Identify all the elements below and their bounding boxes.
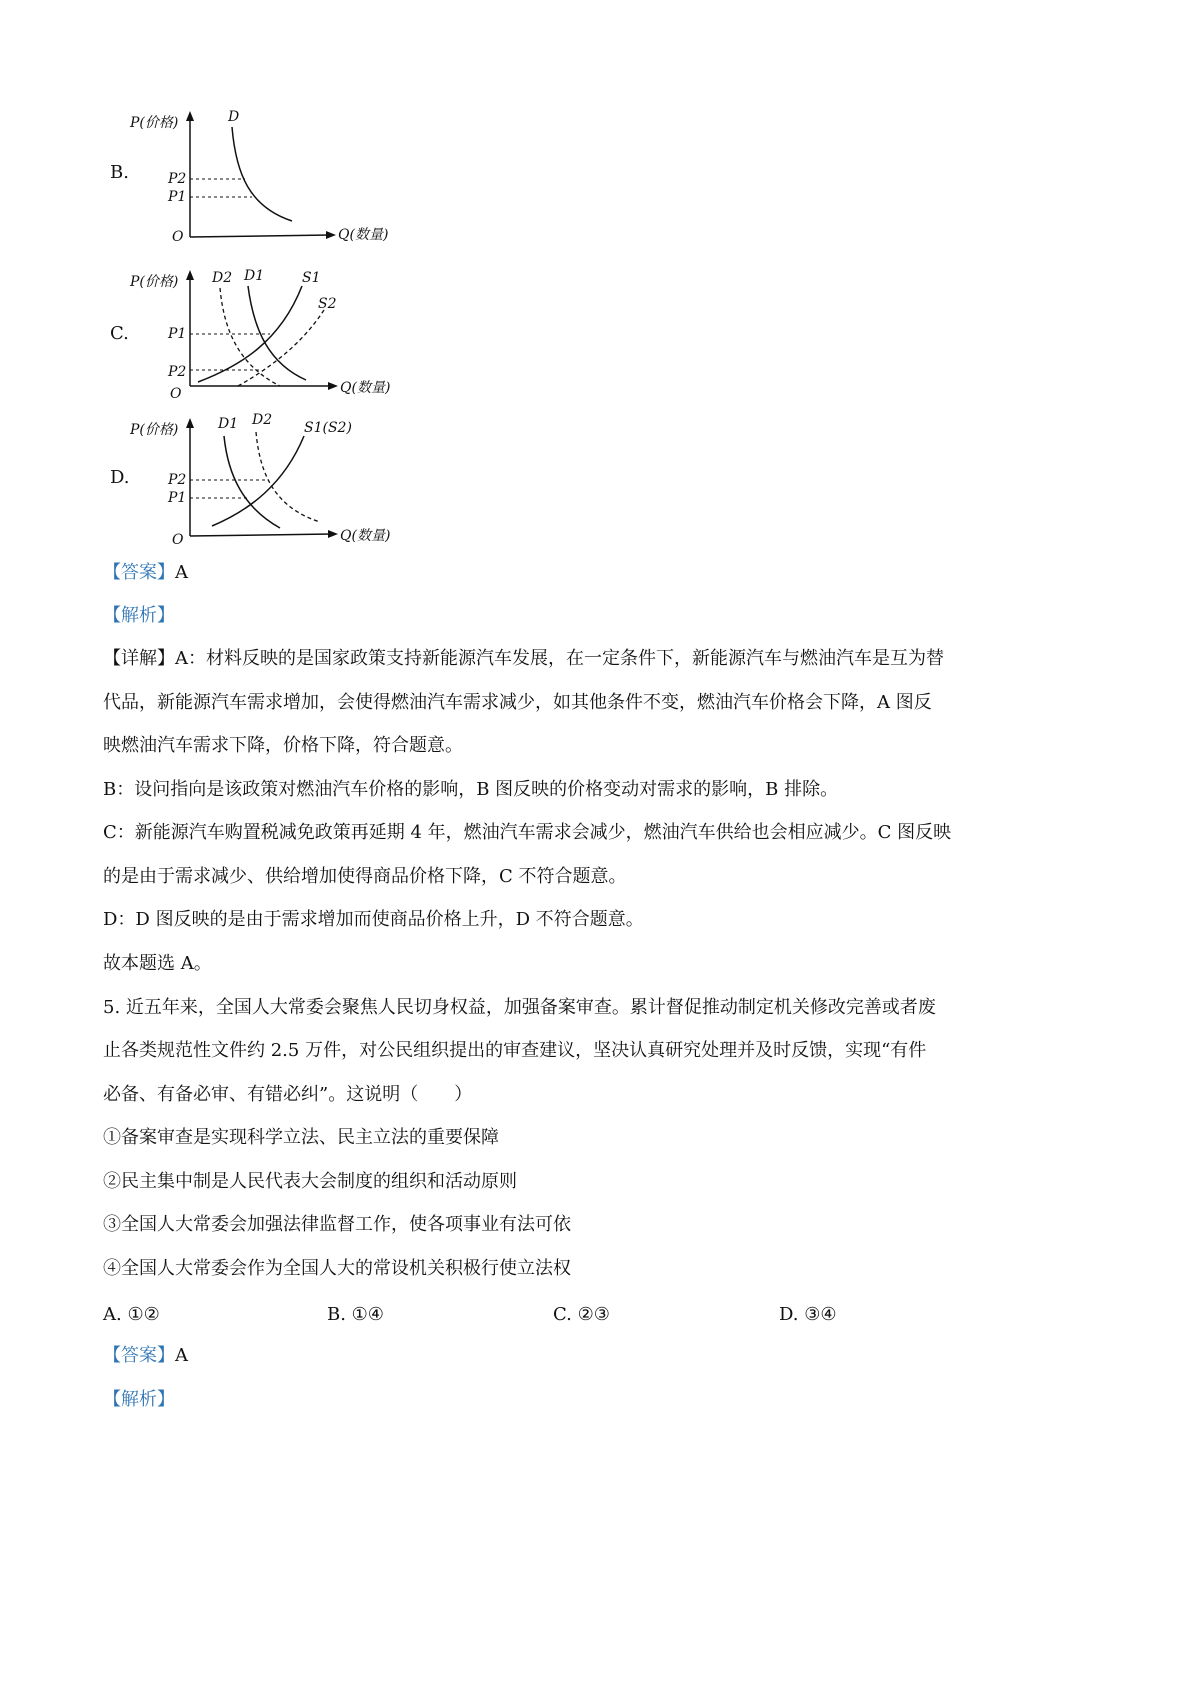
- graph-c-y-label: P(价格): [130, 274, 179, 290]
- question5-line-2: 必备、有备必审、有错必纠”。这说明（ ）: [103, 1084, 473, 1105]
- statement-1: ①备案审查是实现科学立法、民主立法的重要保障: [103, 1127, 499, 1148]
- analysis-line-2: [103, 1387, 175, 1413]
- choice-a: A. ①②: [103, 1304, 160, 1325]
- option-d-letter: D.: [110, 467, 130, 488]
- graph-d-d1-curve: [224, 436, 280, 528]
- graph-c-p2: P2: [168, 364, 187, 380]
- graph-b-demand-curve: [232, 127, 292, 221]
- graph-b-p1: P1: [168, 189, 187, 205]
- statement-2: ②民主集中制是人民代表大会制度的组织和活动原则: [103, 1171, 517, 1192]
- detail-line-5: 的是由于需求减少、供给增加使得商品价格下降，C 不符合题意。: [103, 866, 627, 887]
- graph-b-curve-d: D: [228, 109, 240, 125]
- question5-line-0: 5. 近五年来，全国人大常委会聚焦人民切身权益，加强备案审查。累计督促推动制定机关修改完善或者废: [103, 997, 936, 1018]
- answer-line-2: [103, 1343, 188, 1369]
- answer-label-2: 【答案】: [103, 1345, 175, 1366]
- option-b-letter: B.: [110, 162, 129, 183]
- choice-d: D. ③④: [779, 1304, 837, 1325]
- graph-c-s1: S1: [302, 270, 321, 286]
- graph-b-origin: O: [172, 229, 184, 245]
- detail-line-3: B：设问指向是该政策对燃油汽车价格的影响，B 图反映的价格变动对需求的影响，B 排除。: [103, 779, 839, 800]
- analysis-label-2: 【解析】: [103, 1389, 175, 1410]
- graph-d-p1: P1: [168, 490, 187, 506]
- question5-line-1: 止各类规范性文件约 2.5 万件，对公民组织提出的审查建议，坚决认真研究处理并及时反馈，实现“有件: [103, 1040, 927, 1061]
- graph-d-s1s2: S1(S2): [304, 420, 352, 436]
- graph-d-d2: D2: [252, 412, 273, 428]
- analysis-line-1: [103, 603, 175, 629]
- answer-line-1: [103, 560, 188, 586]
- choice-b: B. ①④: [327, 1304, 384, 1325]
- choice-c: C. ②③: [553, 1304, 610, 1325]
- option-c-letter: C.: [110, 323, 129, 344]
- graph-c-origin: O: [170, 386, 182, 402]
- graph-b-y-label: P(价格): [130, 115, 179, 131]
- graph-c-p1: P1: [168, 326, 187, 342]
- detail-line-0: 【详解】A：材料反映的是国家政策支持新能源汽车发展，在一定条件下，新能源汽车与燃油汽车是互为替: [103, 648, 944, 669]
- graph-d-y-label: P(价格): [130, 422, 179, 438]
- answer-label-1: 【答案】: [103, 562, 175, 583]
- graph-b-p2: P2: [168, 171, 187, 187]
- graph-c-x-label: Q(数量): [340, 380, 391, 396]
- graph-b: [120, 105, 410, 245]
- detail-line-4: C：新能源汽车购置税减免政策再延期 4 年，燃油汽车需求会减少，燃油汽车供给也会相应减少。C 图反映: [103, 822, 952, 843]
- detail-line-6: D：D 图反映的是由于需求增加而使商品价格上升，D 不符合题意。: [103, 909, 644, 930]
- detail-line-1: 代品，新能源汽车需求增加，会使得燃油汽车需求减少，如其他条件不变，燃油汽车价格会下降，A 图反: [103, 692, 932, 713]
- graph-c-d2: D2: [212, 270, 233, 286]
- graph-b-x-label: Q(数量): [338, 227, 389, 243]
- detail-label: 【详解】: [103, 648, 175, 669]
- graph-c: [120, 262, 420, 402]
- graph-d-p2: P2: [168, 472, 187, 488]
- graph-c-s2: S2: [318, 296, 337, 312]
- graph-d-d2-curve: [256, 432, 320, 522]
- graph-d-origin: O: [172, 532, 184, 548]
- graph-d-d1: D1: [218, 416, 239, 432]
- analysis-label-1: 【解析】: [103, 605, 175, 626]
- graph-d-x-label: Q(数量): [340, 528, 391, 544]
- detail-line-7: 故本题选 A。: [103, 953, 212, 974]
- answer-value-2: A: [175, 1345, 188, 1366]
- graph-c-d1-curve: [248, 286, 306, 380]
- graph-d: [120, 410, 420, 550]
- detail-line-2: 映燃油汽车需求下降，价格下降，符合题意。: [103, 735, 463, 756]
- graph-c-s2-curve: [238, 310, 324, 386]
- statement-3: ③全国人大常委会加强法律监督工作，使各项事业有法可依: [103, 1214, 571, 1235]
- answer-value-1: A: [175, 562, 188, 583]
- statement-4: ④全国人大常委会作为全国人大的常设机关积极行使立法权: [103, 1258, 571, 1279]
- graph-c-d1: D1: [244, 268, 265, 284]
